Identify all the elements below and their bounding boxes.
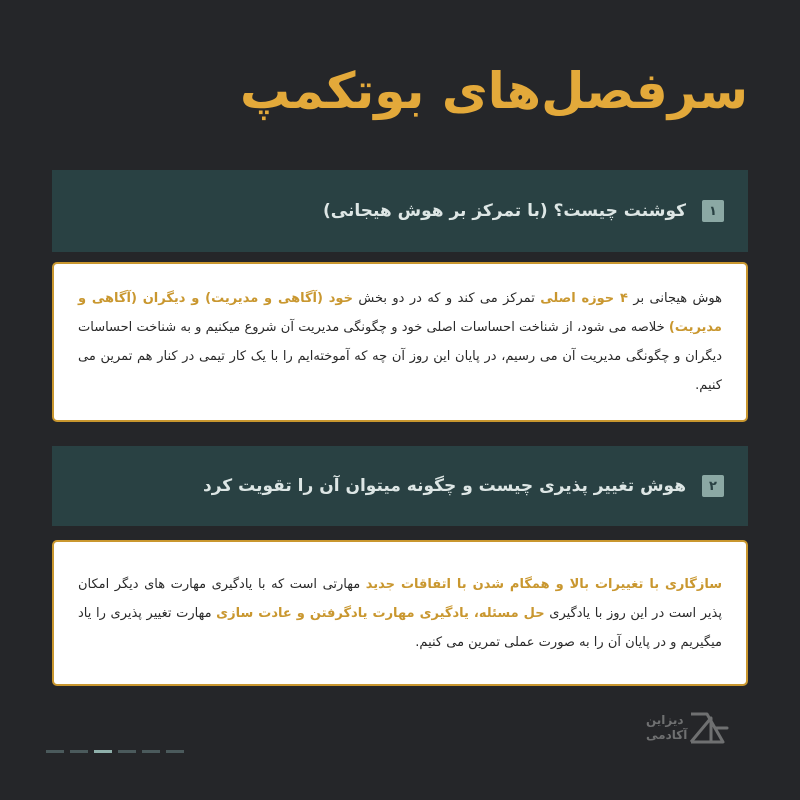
pager-indicator-1[interactable]: [46, 750, 64, 753]
pager-indicator-6[interactable]: [166, 750, 184, 753]
logo-line-2: آکادمی: [646, 728, 688, 742]
brand-logo: [640, 708, 731, 748]
content-2-highlight-2: حل مسئله، یادگیری مهارت یادگرفتن و عادت سازی: [216, 605, 545, 621]
content-1-highlight-2: خود (آگاهی و مدیریت) و دیگران (آگاهی و مدیریت): [78, 291, 722, 335]
pager-indicator-5[interactable]: [142, 750, 160, 753]
page-title: سرفصل‌های بوتکمپ: [239, 62, 748, 120]
section-title-1: کوشنت چیست؟ (با تمرکز بر هوش هیجانی): [323, 201, 686, 221]
pager-indicator-3-active[interactable]: [94, 750, 112, 753]
section-header-2: [52, 446, 748, 526]
section-title-2: هوش تغییر پذیری چیست و چگونه میتوان آن را تقویت کرد: [203, 476, 686, 496]
content-1-part-3: خلاصه می شود، از شناخت احساسات اصلی خود و چگونگی مدیریت آن شروع میکنیم و به شناخت احساسات دیگران و چگونگی مدیریت آن می رسیم، در پایان این روز آن چه که آموخته‌ایم را با یک کار تیمی در کنار هم تمرین می کنیم.: [78, 320, 722, 393]
section-number-badge-2: ۲: [702, 475, 724, 497]
section-content-2: [78, 570, 722, 657]
section-number-badge-1: ۱: [702, 200, 724, 222]
logo-text: [646, 713, 687, 743]
pager-indicator-2[interactable]: [70, 750, 88, 753]
design-academy-logo-icon: [687, 708, 731, 748]
content-2-part-1: مهارتی است که با یادگیری مهارت های دیگر امکان پذیر است در این روز با یادگیری: [78, 576, 722, 621]
content-1-part-1: هوش هیجانی بر: [627, 291, 722, 306]
section-header-1: [52, 170, 748, 252]
content-2-highlight-1: سازگاری با تغییرات بالا و همگام شدن با اتفاقات جدید: [365, 576, 722, 592]
content-2-part-2: مهارت تغییر پذیری را یاد میگیریم و در پایان آن را به صورت عملی تمرین می کنیم.: [78, 605, 722, 650]
logo-line-1: دیزاین: [646, 713, 684, 727]
content-1-highlight-1: ۴ حوزه اصلی: [540, 291, 628, 306]
pager-indicator-4[interactable]: [118, 750, 136, 753]
section-content-box-2: [52, 540, 748, 686]
carousel-pager: [46, 750, 184, 753]
section-content-box-1: [52, 262, 748, 422]
content-1-part-2: تمرکز می کند و که در دو بخش: [352, 291, 541, 306]
section-content-1: [78, 284, 722, 400]
